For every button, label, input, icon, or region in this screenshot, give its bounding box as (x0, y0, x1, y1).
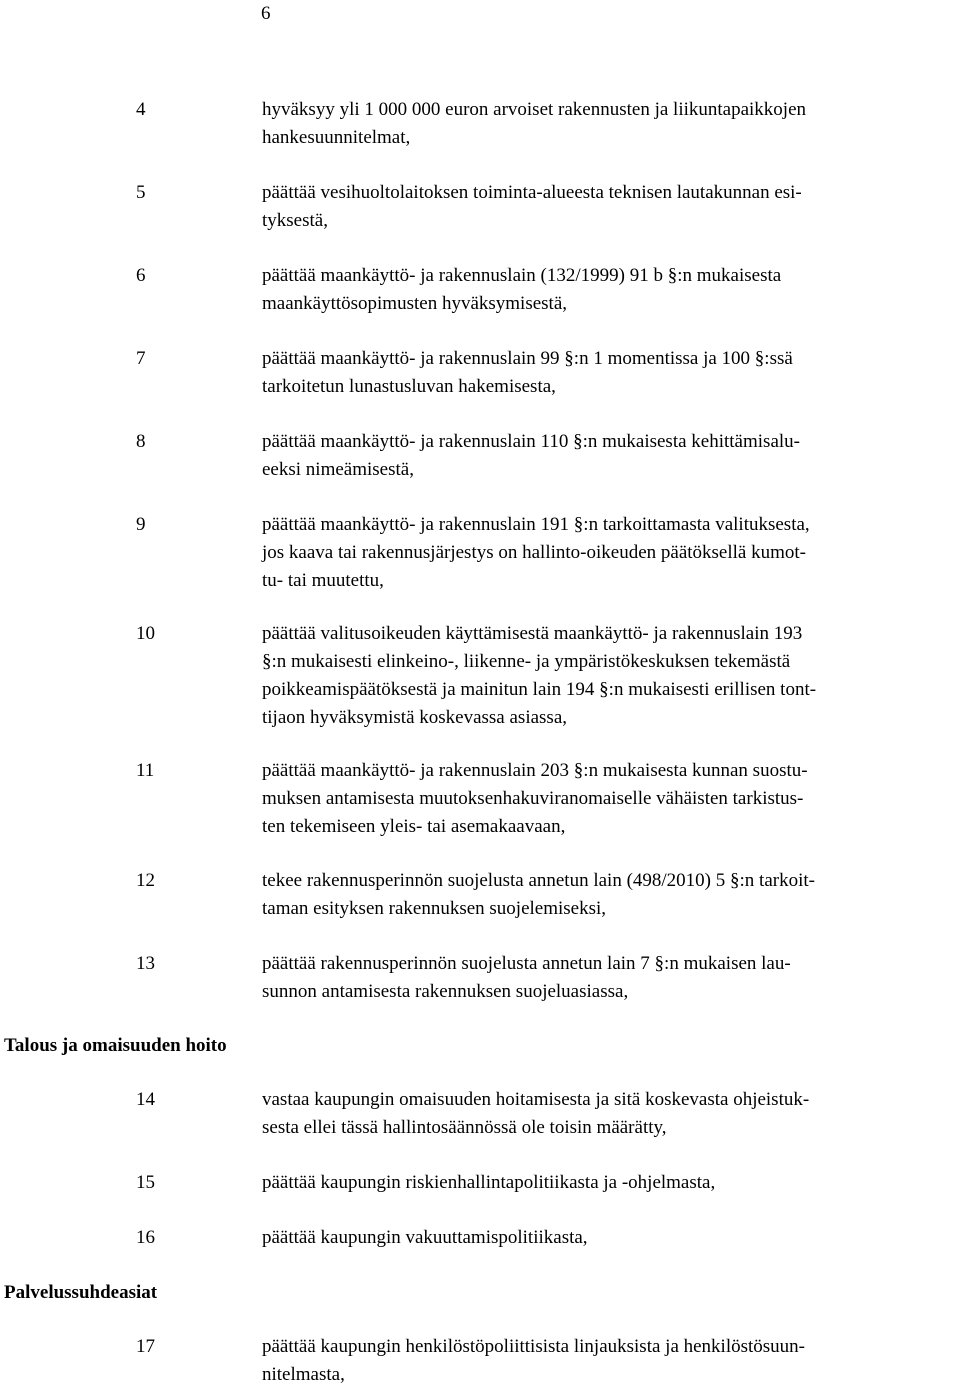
item-number: 17 (136, 1336, 155, 1357)
item-text-line: poikkeamispäätöksestä ja mainitun lain 194 §:n mukaisesti erillisen tont- (262, 679, 817, 700)
item-number: 11 (136, 760, 155, 781)
item-text-line: maankäyttösopimusten hyväksymisestä, (262, 293, 568, 314)
item-text-line: päättää maankäyttö- ja rakennuslain 99 §:n 1 momentissa ja 100 §:ssä (262, 348, 793, 369)
item-number: 5 (136, 182, 146, 203)
item-text-line: jos kaava tai rakennusjärjestys on hallinto-oikeuden päätöksellä kumot- (262, 542, 806, 563)
item-text-line: päättää kaupungin vakuuttamispolitiikasta, (262, 1227, 588, 1248)
item-text-line: nitelmasta, (262, 1364, 345, 1385)
item-number: 14 (136, 1089, 155, 1110)
page-number: 6 (261, 3, 271, 24)
item-text-line: tijaon hyväksymistä koskevassa asiassa, (262, 707, 568, 728)
item-number: 7 (136, 348, 146, 369)
item-text-line: tu- tai muutettu, (262, 570, 384, 591)
item-text-line: päättää valitusoikeuden käyttämisestä maankäyttö- ja rakennuslain 193 (262, 623, 803, 644)
item-text (262, 345, 952, 401)
item-text-line: päättää kaupungin henkilöstöpoliittisista linjauksista ja henkilöstösuun- (262, 1336, 806, 1357)
item-text (262, 757, 952, 841)
item-text (262, 179, 952, 235)
item-number: 16 (136, 1227, 155, 1248)
item-text-line: hankesuunnitelmat, (262, 127, 411, 148)
item-number: 12 (136, 870, 155, 891)
item-text-line: tyksestä, (262, 210, 328, 231)
item-number: 4 (136, 99, 146, 120)
section-heading-palvelussuhde: Palvelussuhdeasiat (4, 1282, 158, 1303)
item-text-line: taman esityksen rakennuksen suojelemiseksi, (262, 898, 607, 919)
item-text (262, 1086, 952, 1142)
item-text (262, 428, 952, 484)
item-text-line: päättää vesihuoltolaitoksen toiminta-alueesta teknisen lautakunnan esi- (262, 182, 802, 203)
item-number: 6 (136, 265, 146, 286)
item-text (262, 1224, 952, 1252)
item-text-line: ten tekemiseen yleis- tai asemakaavaan, (262, 816, 566, 837)
item-text (262, 1169, 952, 1197)
item-text (262, 950, 952, 1006)
item-number: 9 (136, 514, 146, 535)
item-text-line: päättää maankäyttö- ja rakennuslain (132/1999) 91 b §:n mukaisesta (262, 265, 782, 286)
item-text-line: hyväksyy yli 1 000 000 euron arvoiset rakennusten ja liikuntapaikkojen (262, 99, 807, 120)
section-heading-talous: Talous ja omaisuuden hoito (4, 1035, 227, 1056)
item-text-line: eeksi nimeämisestä, (262, 459, 414, 480)
item-number: 15 (136, 1172, 155, 1193)
item-text-line: päättää rakennusperinnön suojelusta annetun lain 7 §:n mukaisen lau- (262, 953, 791, 974)
item-text-line: §:n mukaisesti elinkeino-, liikenne- ja ympäristökeskuksen tekemästä (262, 651, 791, 672)
item-text-line: muksen antamisesta muutoksenhakuviranomaiselle vähäisten tarkistus- (262, 788, 804, 809)
item-number: 8 (136, 431, 146, 452)
item-text (262, 1333, 952, 1389)
item-text-line: sesta ellei tässä hallintosäännössä ole toisin määrätty, (262, 1117, 667, 1138)
item-text-line: päättää maankäyttö- ja rakennuslain 191 §:n tarkoittamasta valituksesta, (262, 514, 810, 535)
item-text (262, 96, 952, 152)
item-number: 13 (136, 953, 155, 974)
item-text (262, 867, 952, 923)
item-text (262, 620, 952, 732)
item-text-line: tarkoitetun lunastusluvan hakemisesta, (262, 376, 556, 397)
item-text-line: päättää kaupungin riskienhallintapolitiikasta ja -ohjelmasta, (262, 1172, 716, 1193)
item-number: 10 (136, 623, 155, 644)
item-text-line: vastaa kaupungin omaisuuden hoitamisesta ja sitä koskevasta ohjeistuk- (262, 1089, 810, 1110)
item-text-line: päättää maankäyttö- ja rakennuslain 110 §:n mukaisesta kehittämisalu- (262, 431, 800, 452)
item-text (262, 262, 952, 318)
item-text-line: päättää maankäyttö- ja rakennuslain 203 §:n mukaisesta kunnan suostu- (262, 760, 808, 781)
item-text-line: sunnon antamisesta rakennuksen suojeluasiassa, (262, 981, 629, 1002)
item-text (262, 511, 952, 595)
item-text-line: tekee rakennusperinnön suojelusta annetun lain (498/2010) 5 §:n tarkoit- (262, 870, 815, 891)
